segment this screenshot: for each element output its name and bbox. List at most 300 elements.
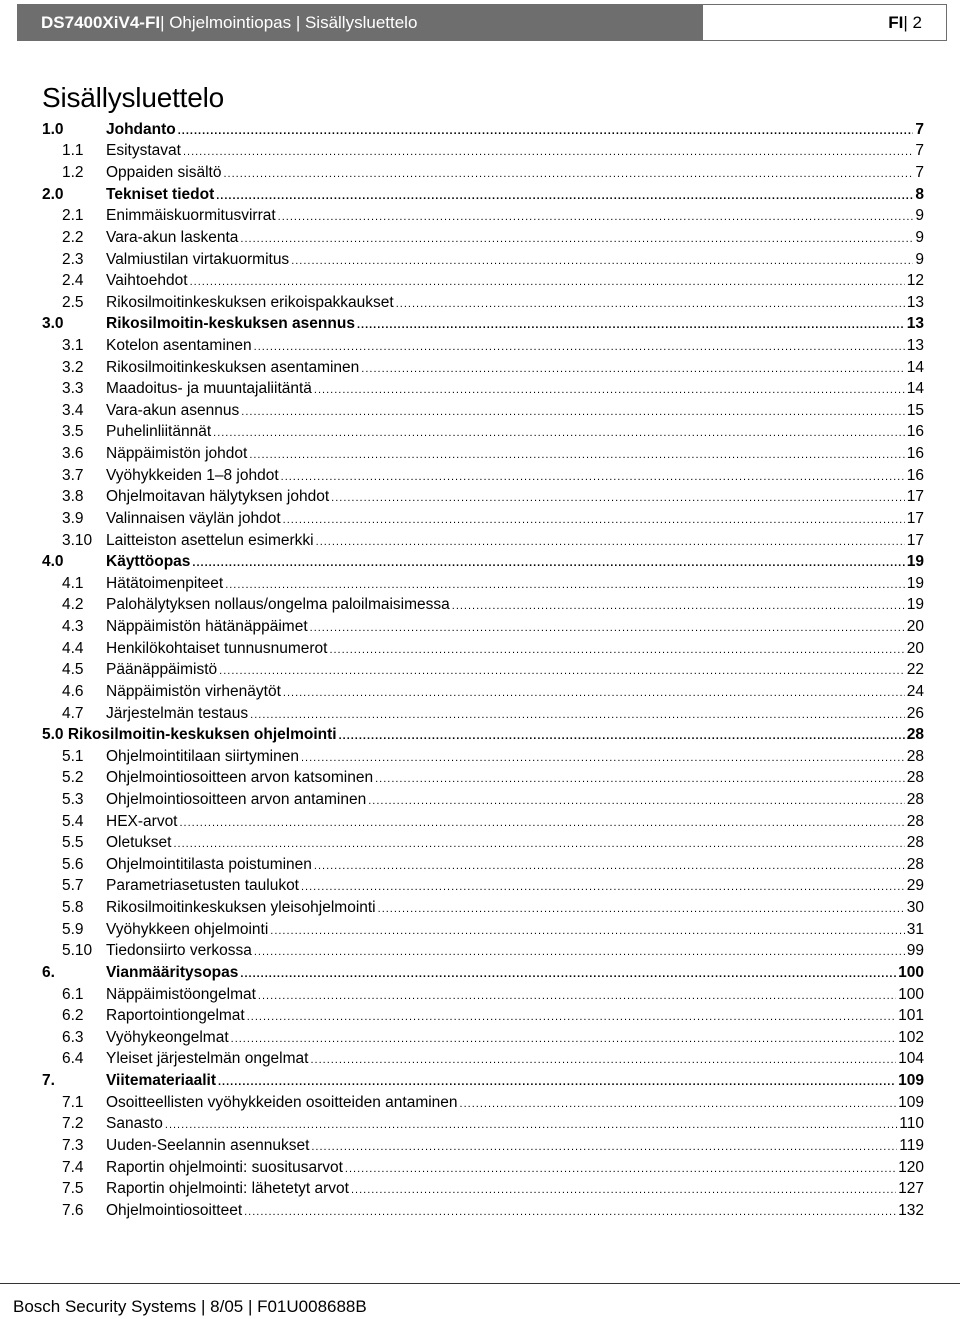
toc-entry-page: 100 (898, 963, 924, 981)
toc-entry[interactable] (0, 1027, 960, 1049)
toc-entry-number: 2.2 (62, 228, 84, 246)
toc-entry-page: 9 (915, 228, 924, 246)
toc-entry[interactable] (0, 1114, 960, 1136)
toc-entry-label: Näppäimistön virhenäytöt (106, 682, 281, 700)
toc-entry[interactable] (0, 227, 960, 249)
toc-entry-line (106, 1159, 924, 1177)
toc-entry[interactable] (0, 681, 960, 703)
footer-divider (0, 1283, 960, 1284)
toc-entry-line (106, 1115, 924, 1133)
toc-entry-number: 2.0 (42, 185, 64, 203)
toc-entry-label: Ohjelmointitilaan siirtyminen (106, 747, 299, 765)
toc-entry-label: Näppäimistöongelmat (106, 985, 256, 1003)
toc-entry-line (106, 445, 924, 463)
toc-dot-leader (231, 1033, 896, 1045)
toc-entry-label: Sanasto (106, 1115, 163, 1133)
toc-entry-line (106, 337, 924, 355)
toc-entry-label: Näppäimistön johdot (106, 445, 248, 463)
toc-dot-leader (378, 903, 905, 915)
header-product: DS7400XiV4-FI (41, 12, 161, 32)
toc-entry-number: 2.3 (62, 250, 84, 268)
toc-entry[interactable] (0, 638, 960, 660)
toc-entry-label: Raportointiongelmat (106, 1007, 245, 1025)
toc-entry-label: Enimmäiskuormitusvirrat (106, 207, 276, 225)
toc-entry-page: 132 (898, 1201, 924, 1219)
toc-entry-number: 7.5 (62, 1180, 84, 1198)
toc-dot-leader (452, 600, 905, 612)
toc-entry[interactable] (0, 487, 960, 509)
toc-entry-line (106, 1007, 924, 1025)
toc-entry-line (106, 1050, 924, 1068)
toc-entry-label: Rikosilmoitinkeskuksen asentaminen (106, 358, 360, 376)
toc-dot-leader (192, 557, 904, 569)
toc-dot-leader (283, 514, 905, 526)
toc-dot-leader (223, 168, 913, 180)
toc-entry-number: 7.4 (62, 1158, 84, 1176)
toc-entry-page: 100 (898, 985, 924, 1003)
toc-entry-number: 4.0 (42, 553, 64, 571)
toc-dot-leader (249, 449, 904, 461)
toc-entry-number: 5.9 (62, 920, 84, 938)
toc-entry-number: 5.5 (62, 834, 84, 852)
toc-entry-label: Vara-akun laskenta (106, 228, 239, 246)
toc-entry-number: 3.8 (62, 488, 84, 506)
toc-entry-number: 5.6 (62, 855, 84, 873)
toc-entry-line (106, 251, 924, 269)
toc-entry-page: 22 (906, 661, 924, 679)
toc-dot-leader (254, 946, 905, 958)
toc-entry-label: Vyöhykkeiden 1–8 johdot (106, 466, 279, 484)
toc-entry-line (106, 1094, 924, 1112)
toc-entry-page: 101 (898, 1007, 924, 1025)
toc-entry-line (106, 705, 924, 723)
toc-dot-leader (240, 233, 913, 245)
toc-entry-label: Vara-akun asennus (106, 401, 240, 419)
toc-entry[interactable] (0, 1157, 960, 1179)
toc-entry-page: 16 (906, 466, 924, 484)
toc-entry-page: 9 (915, 207, 924, 225)
toc-entry-page: 14 (906, 380, 924, 398)
toc-entry-number: 3.3 (62, 380, 84, 398)
toc-entry-page: 104 (898, 1050, 924, 1068)
toc-dot-leader (250, 709, 905, 721)
toc-entry[interactable] (0, 811, 960, 833)
toc-entry[interactable] (0, 768, 960, 790)
toc-entry-label: Raportin ohjelmointi: lähetetyt arvot (106, 1180, 349, 1198)
toc-dot-leader (180, 817, 905, 829)
toc-entry-label: Laitteiston asettelun esimerkki (106, 531, 314, 549)
toc-dot-leader (283, 687, 905, 699)
toc-dot-leader (218, 1076, 896, 1088)
toc-entry-label: Viitemateriaalit (106, 1072, 216, 1090)
toc-entry[interactable] (0, 530, 960, 552)
toc-dot-leader (301, 881, 905, 893)
toc-entry[interactable] (0, 854, 960, 876)
toc-entry-number: 4.2 (62, 596, 84, 614)
toc-entry-label: Hätätoimenpiteet (106, 574, 224, 592)
toc-entry-line (42, 726, 924, 744)
toc-entry-label: Ohjelmointiosoitteen arvon katsominen (106, 769, 374, 787)
toc-entry[interactable] (0, 1178, 960, 1200)
toc-entry[interactable] (0, 703, 960, 725)
toc-entry[interactable] (0, 292, 960, 314)
toc-entry-line (106, 769, 924, 787)
toc-entry-page: 9 (915, 250, 924, 268)
toc-entry[interactable] (0, 551, 960, 573)
toc-entry-line (106, 423, 924, 441)
toc-entry[interactable] (0, 789, 960, 811)
toc-entry-label: Päänäppäimistö (106, 661, 218, 679)
toc-entry[interactable] (0, 314, 960, 336)
toc-entry-number: 6.2 (62, 1007, 84, 1025)
toc-entry[interactable] (0, 443, 960, 465)
toc-entry-line (106, 510, 924, 528)
toc-entry-page: 28 (906, 834, 924, 852)
toc-entry[interactable] (0, 1135, 960, 1157)
toc-entry-page: 28 (906, 726, 924, 744)
toc-entry-line (106, 1137, 924, 1155)
toc-entry-line (106, 856, 924, 874)
toc-entry-number: 6.3 (62, 1028, 84, 1046)
toc-entry[interactable] (0, 162, 960, 184)
toc-entry-page: 120 (898, 1158, 924, 1176)
toc-dot-leader (240, 968, 896, 980)
toc-entry-label: Ohjelmointitilasta poistuminen (106, 855, 312, 873)
toc-entry-label: Johdanto (106, 120, 176, 138)
toc-entry-label: Oletukset (106, 834, 172, 852)
toc-entry-label: Yleiset järjestelmän ongelmat (106, 1050, 309, 1068)
toc-dot-leader (244, 1206, 896, 1218)
toc-entry-page: 7 (915, 120, 924, 138)
toc-entry-label: Tiedonsiirto verkossa (106, 942, 252, 960)
toc-entry-page: 19 (906, 574, 924, 592)
toc-dot-leader (314, 384, 905, 396)
toc-dot-leader (173, 838, 904, 850)
toc-entry-label: HEX-arvot (106, 812, 178, 830)
toc-entry-page: 19 (906, 596, 924, 614)
toc-entry-page: 110 (899, 1115, 924, 1133)
toc-entry-line (106, 575, 924, 593)
toc-entry-line (106, 164, 924, 182)
toc-dot-leader (361, 363, 904, 375)
toc-entry-page: 24 (906, 682, 924, 700)
toc-entry[interactable] (0, 422, 960, 444)
toc-entry-number: 5.8 (62, 899, 84, 917)
toc-entry[interactable] (0, 897, 960, 919)
toc-entry[interactable] (0, 573, 960, 595)
toc-entry[interactable] (0, 724, 960, 746)
toc-entry-line (106, 748, 924, 766)
toc-entry-label: Ohjelmointiosoitteet (106, 1201, 243, 1219)
toc-entry-page: 29 (906, 877, 924, 895)
toc-dot-leader (291, 255, 913, 267)
toc-entry-page: 20 (906, 639, 924, 657)
toc-entry[interactable] (0, 335, 960, 357)
toc-dot-leader (254, 341, 905, 353)
toc-dot-leader (183, 146, 913, 158)
page-footer: Bosch Security Systems | 8/05 | F01U008688B (13, 1297, 367, 1316)
toc-dot-leader (310, 1054, 896, 1066)
toc-entry-number: 7.6 (62, 1201, 84, 1219)
toc-entry-number: 7.3 (62, 1136, 84, 1154)
toc-entry-line (106, 683, 924, 701)
toc-entry-line (106, 1202, 924, 1220)
toc-entry-number: 5.7 (62, 877, 84, 895)
toc-entry-page: 26 (906, 704, 924, 722)
toc-entry-label: Rikosilmoitin-keskuksen asennus (106, 315, 355, 333)
toc-entry-number: 5.10 (62, 942, 93, 960)
toc-entry-label: Puhelinliitännät (106, 423, 212, 441)
toc-entry-line (106, 207, 924, 225)
toc-dot-leader (301, 752, 905, 764)
toc-entry-number: 4.3 (62, 618, 84, 636)
toc-entry-label: Esitystavat (106, 142, 181, 160)
toc-entry-line (106, 532, 924, 550)
toc-dot-leader (460, 1098, 897, 1110)
toc-entry-line (106, 640, 924, 658)
toc-dot-leader (314, 860, 905, 872)
toc-entry-page: 13 (906, 293, 924, 311)
toc-entry-label: Tekniset tiedot (106, 185, 215, 203)
toc-entry[interactable] (0, 616, 960, 638)
toc-entry[interactable] (0, 832, 960, 854)
toc-entry-number: 4.4 (62, 639, 84, 657)
toc-entry-number: 4.6 (62, 682, 84, 700)
toc-entry-page: 28 (906, 855, 924, 873)
toc-entry-page: 7 (915, 164, 924, 182)
toc-entry-page: 109 (898, 1093, 924, 1111)
toc-entry-line (106, 359, 924, 377)
toc-entry-page: 109 (898, 1072, 924, 1090)
toc-entry-line (106, 986, 924, 1004)
toc-entry[interactable] (0, 465, 960, 487)
toc-entry-page: 119 (899, 1136, 924, 1154)
toc-entry-number: 2.4 (62, 272, 84, 290)
toc-entry-line (106, 553, 924, 571)
toc-entry-page: 28 (906, 791, 924, 809)
toc-entry-label: Käyttöopas (106, 553, 191, 571)
toc-entry[interactable] (0, 595, 960, 617)
toc-entry-label: Kotelon asentaminen (106, 336, 252, 354)
toc-dot-leader (339, 730, 905, 742)
toc-entry-line (106, 791, 924, 809)
toc-dot-leader (219, 665, 905, 677)
toc-entry[interactable] (0, 378, 960, 400)
toc-entry-line (106, 1072, 924, 1090)
toc-entry[interactable] (0, 984, 960, 1006)
toc-dot-leader (241, 406, 904, 418)
toc-entry-number: 7.1 (62, 1093, 84, 1111)
toc-entry[interactable] (0, 1005, 960, 1027)
page-title: Sisällysluettelo (42, 82, 224, 113)
toc-entry-page: 16 (906, 423, 924, 441)
toc-entry-number: 3.1 (62, 336, 84, 354)
toc-entry[interactable] (0, 1092, 960, 1114)
toc-dot-leader (345, 1163, 896, 1175)
toc-entry-number: 2.1 (62, 207, 84, 225)
toc-dot-leader (311, 1141, 897, 1153)
toc-entry-line (106, 834, 924, 852)
toc-entry-page: 12 (906, 272, 924, 290)
toc-entry[interactable] (0, 119, 960, 141)
toc-entry-number: 4.7 (62, 704, 84, 722)
toc-entry-number: 6. (42, 963, 55, 981)
toc-entry-number: 1.1 (62, 142, 84, 160)
toc-dot-leader (278, 211, 914, 223)
header-section: | Ohjelmointiopas | Sisällysluettelo (160, 12, 418, 32)
toc-entry-number: 3.7 (62, 466, 84, 484)
toc-entry-label: Järjestelmän testaus (106, 704, 249, 722)
toc-entry-line (106, 229, 924, 247)
toc-entry-page: 19 (906, 553, 924, 571)
toc-entry-number: 1.2 (62, 164, 84, 182)
toc-entry-label: Raportin ohjelmointi: suositusarvot (106, 1158, 343, 1176)
toc-dot-leader (178, 125, 914, 137)
toc-dot-leader (357, 319, 905, 331)
toc-entry-number: 6.4 (62, 1050, 84, 1068)
header-title-bar (17, 4, 702, 41)
toc-entry[interactable] (0, 876, 960, 898)
toc-entry-number: 3.2 (62, 358, 84, 376)
toc-entry-label: Valinnaisen väylän johdot (106, 509, 281, 527)
toc-entry-page: 31 (906, 920, 924, 938)
toc-entry-line (106, 964, 924, 982)
toc-entry-number: 3.5 (62, 423, 84, 441)
toc-entry-label: Rikosilmoitinkeskuksen erikoispakkaukset (106, 293, 394, 311)
toc-entry-line (106, 142, 924, 160)
toc-entry-label: Ohjelmoitavan hälytyksen johdot (106, 488, 330, 506)
toc-dot-leader (281, 471, 905, 483)
toc-dot-leader (258, 990, 896, 1002)
toc-entry-page: 14 (906, 358, 924, 376)
toc-entry-label: Maadoitus- ja muuntajaliitäntä (106, 380, 312, 398)
toc-entry[interactable] (0, 1200, 960, 1222)
toc-entry-label: Vyöhykkeen ohjelmointi (106, 920, 269, 938)
toc-entry-label: Ohjelmointiosoitteen arvon antaminen (106, 791, 367, 809)
toc-entry[interactable] (0, 508, 960, 530)
toc-entry-line (106, 618, 924, 636)
toc-entry[interactable] (0, 746, 960, 768)
toc-entry[interactable] (0, 962, 960, 984)
toc-entry[interactable] (0, 184, 960, 206)
toc-entry-number: 3.6 (62, 445, 84, 463)
toc-entry-page: 99 (906, 942, 924, 960)
toc-entry-page: 17 (906, 531, 924, 549)
toc-entry-label: Näppäimistön hätänäppäimet (106, 618, 308, 636)
toc-entry-label: Uuden-Seelannin asennukset (106, 1136, 310, 1154)
toc-dot-leader (270, 925, 904, 937)
toc-entry-line (106, 121, 924, 139)
toc-dot-leader (331, 492, 905, 504)
toc-entry-label: Vianmääritysopas (106, 963, 239, 981)
toc-entry[interactable] (0, 1070, 960, 1092)
toc-entry-number: 6.1 (62, 985, 84, 1003)
toc-dot-leader (316, 536, 905, 548)
toc-dot-leader (329, 644, 904, 656)
toc-entry-number: 5.4 (62, 812, 84, 830)
toc-dot-leader (310, 622, 905, 634)
toc-entry-page: 13 (906, 315, 924, 333)
header-language: FI (888, 12, 904, 32)
toc-entry-page: 20 (906, 618, 924, 636)
toc-entry-page: 15 (906, 401, 924, 419)
toc-dot-leader (190, 276, 905, 288)
toc-entry-line (106, 942, 924, 960)
toc-dot-leader (216, 190, 913, 202)
header-page-box (702, 4, 947, 41)
toc-entry-line (106, 186, 924, 204)
toc-entry-label: Vyöhykeongelmat (106, 1028, 229, 1046)
toc-entry-page: 8 (915, 185, 924, 203)
toc-entry[interactable] (0, 400, 960, 422)
toc-entry-line (106, 813, 924, 831)
toc-entry[interactable] (0, 919, 960, 941)
toc-entry-line (106, 921, 924, 939)
toc-entry-line (106, 272, 924, 290)
toc-entry-page: 7 (915, 142, 924, 160)
toc-dot-leader (247, 1011, 896, 1023)
toc-entry-line (106, 596, 924, 614)
toc-entry-page: 127 (898, 1180, 924, 1198)
toc-entry-page: 28 (906, 747, 924, 765)
toc-entry-label: Palohälytyksen nollaus/ongelma paloilmaisimessa (106, 596, 450, 614)
toc-entry-line (106, 488, 924, 506)
toc-entry-number: 5.2 (62, 769, 84, 787)
toc-entry[interactable] (0, 270, 960, 292)
toc-entry[interactable] (0, 141, 960, 163)
toc-entry[interactable] (0, 205, 960, 227)
toc-entry-line (106, 402, 924, 420)
toc-entry[interactable] (0, 941, 960, 963)
toc-entry[interactable] (0, 660, 960, 682)
toc-entry-number: 5.1 (62, 747, 84, 765)
toc-entry-number: 3.0 (42, 315, 64, 333)
toc-entry[interactable] (0, 249, 960, 271)
toc-dot-leader (396, 298, 905, 310)
toc-entry-label: Oppaiden sisältö (106, 164, 222, 182)
toc-entry-number: 3.10 (62, 531, 93, 549)
toc-entry-page: 28 (906, 812, 924, 830)
toc-entry-number: 5.3 (62, 791, 84, 809)
toc-entry-line (106, 315, 924, 333)
toc-entry-page: 102 (898, 1028, 924, 1046)
toc-entry-line (106, 380, 924, 398)
toc-dot-leader (368, 795, 905, 807)
toc-entry-number: 1.0 (42, 120, 64, 138)
toc-dot-leader (225, 579, 905, 591)
toc-entry[interactable] (0, 357, 960, 379)
toc-entry-line (106, 899, 924, 917)
toc-entry-page: 30 (906, 899, 924, 917)
toc-entry-number: 2.5 (62, 293, 84, 311)
toc-entry-label: Henkilökohtaiset tunnusnumerot (106, 639, 328, 657)
toc-dot-leader (213, 427, 905, 439)
toc-entry-page: 17 (906, 488, 924, 506)
toc-entry-line (106, 1029, 924, 1047)
toc-dot-leader (375, 773, 905, 785)
toc-entry-line (106, 877, 924, 895)
page-header (17, 4, 947, 41)
toc-entry[interactable] (0, 1049, 960, 1071)
toc-entry-label: Vaihtoehdot (106, 272, 188, 290)
toc-entry-label: Osoitteellisten vyöhykkeiden osoitteiden antaminen (106, 1093, 458, 1111)
toc-entry-line (106, 467, 924, 485)
toc-entry-label: Valmiustilan virtakuormitus (106, 250, 290, 268)
toc-entry-page: 17 (906, 509, 924, 527)
toc-entry-line (106, 1180, 924, 1198)
toc-entry-label: Rikosilmoitinkeskuksen yleisohjelmointi (106, 899, 376, 917)
toc-entry-number: 7. (42, 1072, 55, 1090)
